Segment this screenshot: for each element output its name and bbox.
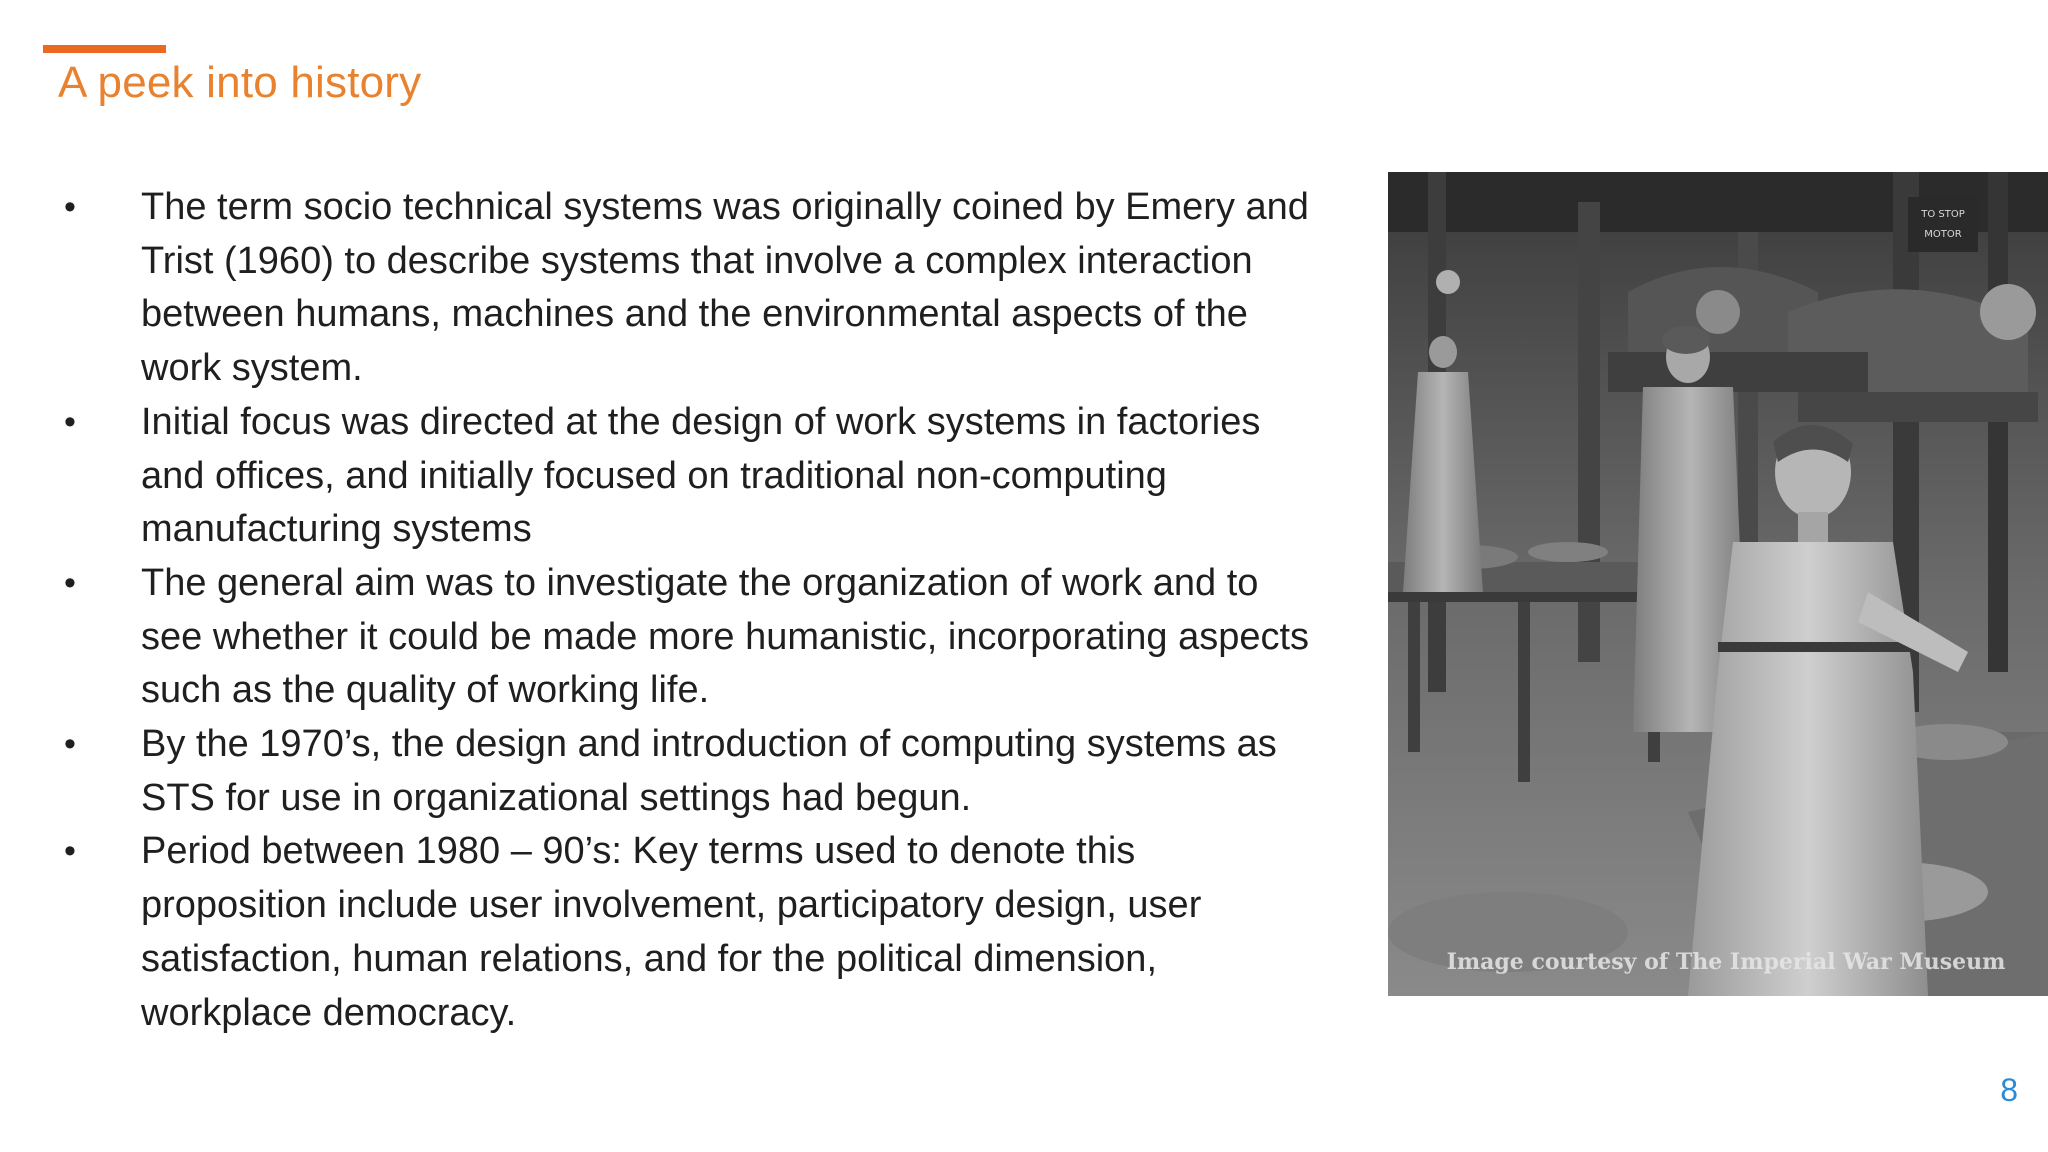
bullet-text: The term socio technical systems was originally coined by Emery and Trist (1960) to describe systems that involve a complex interaction between humans, machines and the environmental aspects of the work system. [141,186,1309,390]
bullet-item [60,396,1320,557]
bullet-dot-icon: • [64,188,76,226]
bullet-dot-icon: • [64,563,76,602]
bullet-item [60,181,1320,396]
bullet-item [60,825,1320,1040]
bullet-text: The general aim was to investigate the organization of work and to see whether it could be made more humanistic, incorporating aspects such as the quality of working life. [141,561,1310,712]
title-accent-bar [43,45,166,53]
historical-factory-photo [1388,172,2048,996]
bullet-dot-icon: • [64,832,76,871]
photo-caption: Image courtesy of The Imperial War Museum [1446,949,2006,975]
bullet-list [60,181,1320,1040]
sign-text-line1: TO STOP [1921,209,1965,220]
bullet-text: Initial focus was directed at the design of work systems in factories and offices, and initially focused on traditional non-computing manufacturing systems [141,400,1261,551]
slide-title: A peek into history [58,58,422,107]
bullet-item [60,557,1320,718]
bullet-dot-icon: • [64,402,76,441]
bullet-item [60,718,1320,825]
bullet-text: By the 1970’s, the design and introduction of computing systems as STS for use in organizational settings had begun. [141,723,1277,819]
bullet-dot-icon: • [64,725,76,764]
sign-text-line2: MOTOR [1924,229,1962,240]
page-number: 8 [2000,1072,2018,1108]
bullet-text: Period between 1980 – 90’s: Key terms used to denote this proposition include user involvement, participatory design, user satisfaction, human relations, and for the political dimension, workplace democracy. [141,830,1202,1034]
